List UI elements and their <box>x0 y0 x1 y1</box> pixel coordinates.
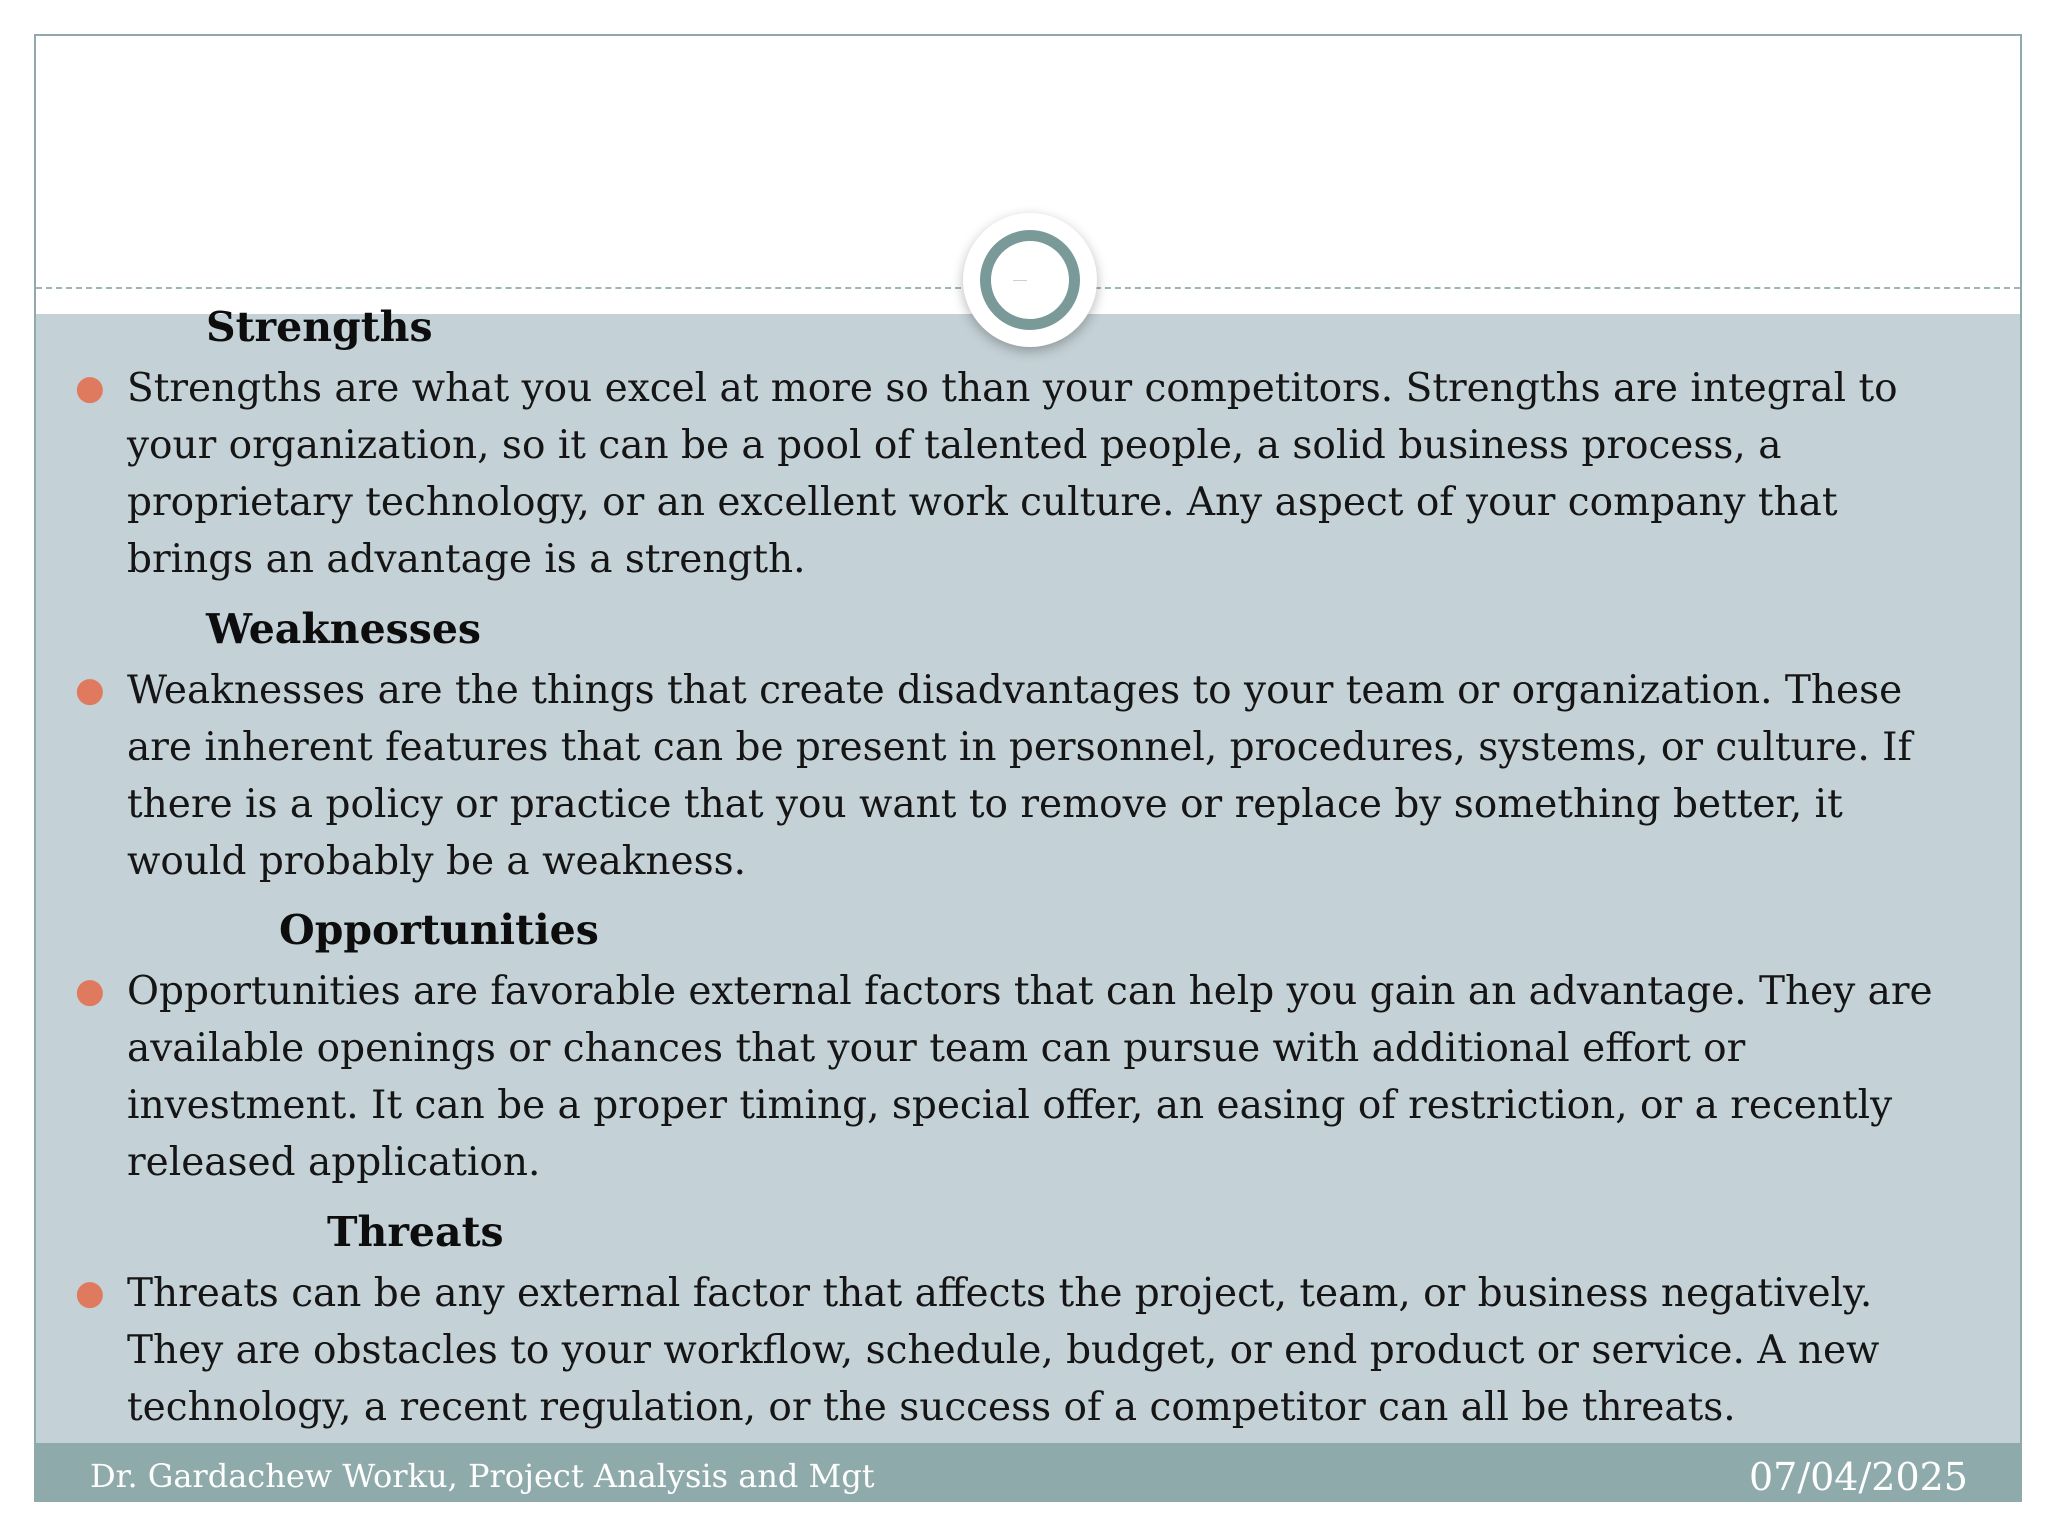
bullet-line: proprietary technology, or an excellent work culture. Any aspect of your company that <box>127 480 1838 525</box>
bullet-line: Weaknesses are the things that create disadvantages to your team or organization. These <box>127 668 1903 713</box>
circle-dash <box>1013 280 1027 281</box>
slide <box>34 34 2022 1502</box>
bullet-line: there is a policy or practice that you want to remove or replace by something better, it <box>127 782 1843 827</box>
bullet-dot-icon: ● <box>75 1273 105 1313</box>
bullet-opportunities <box>75 963 2022 1191</box>
bullet-dot-icon: ● <box>75 368 105 408</box>
bullet-dot-icon: ● <box>75 670 105 710</box>
bullet-line: They are obstacles to your workflow, schedule, budget, or end product or service. A new <box>127 1328 1880 1373</box>
bullet-line: would probably be a weakness. <box>127 839 747 884</box>
bullet-strengths <box>75 360 2022 588</box>
circle-ring <box>980 230 1080 330</box>
heading-threats: Threats <box>327 1208 504 1256</box>
bullet-line: investment. It can be a proper timing, special offer, an easing of restriction, or a recently <box>127 1083 1893 1128</box>
heading-opportunities: Opportunities <box>279 906 599 954</box>
bullet-line: are inherent features that can be present in personnel, procedures, systems, or culture. If <box>127 725 1912 770</box>
bullet-line: brings an advantage is a strength. <box>127 537 806 582</box>
footer-author: Dr. Gardachew Worku, Project Analysis and Mgt <box>90 1457 875 1495</box>
bullet-line: Strengths are what you excel at more so than your competitors. Strengths are integral to <box>127 366 1898 411</box>
bullet-line: released application. <box>127 1140 541 1185</box>
heading-weaknesses: Weaknesses <box>206 605 481 653</box>
circle-ornament-icon <box>963 213 1097 347</box>
heading-strengths: Strengths <box>206 303 433 351</box>
bullet-line: available openings or chances that your team can pursue with additional effort or <box>127 1026 1746 1071</box>
bullet-line: Threats can be any external factor that affects the project, team, or business negatively. <box>127 1271 1873 1316</box>
bullet-weaknesses <box>75 662 2022 890</box>
footer-date: 07/04/2025 <box>1748 1455 1968 1499</box>
bullet-line: Opportunities are favorable external factors that can help you gain an advantage. They are <box>127 969 1933 1014</box>
bullet-line: technology, a recent regulation, or the success of a competitor can all be threats. <box>127 1385 1736 1430</box>
bullet-line: your organization, so it can be a pool of talented people, a solid business process, a <box>127 423 1782 468</box>
footer <box>36 1443 2020 1502</box>
bullet-threats <box>75 1265 2022 1436</box>
bullet-dot-icon: ● <box>75 971 105 1011</box>
